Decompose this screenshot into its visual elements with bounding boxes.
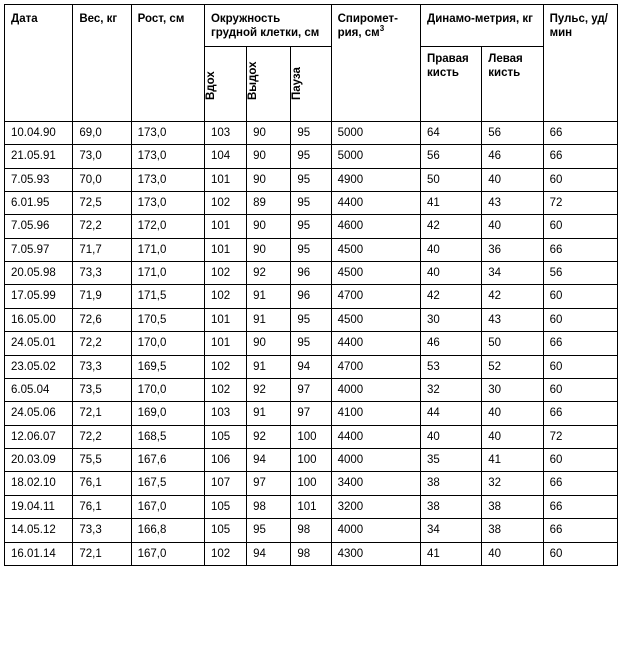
- cell-chest-exhale: 94: [247, 449, 291, 472]
- header-chest-inhale: Вдох: [204, 46, 246, 121]
- table-row: [5, 425, 618, 448]
- cell-weight: 72,1: [73, 402, 131, 425]
- cell-height: 167,6: [131, 449, 204, 472]
- cell-chest-inhale: 103: [204, 402, 246, 425]
- cell-chest-inhale: 107: [204, 472, 246, 495]
- cell-weight: 71,9: [73, 285, 131, 308]
- cell-chest-pause: 97: [291, 402, 331, 425]
- cell-weight: 73,3: [73, 262, 131, 285]
- table-row: [5, 121, 618, 144]
- cell-chest-inhale: 102: [204, 262, 246, 285]
- header-spirometry: [331, 5, 420, 122]
- cell-height: 170,0: [131, 332, 204, 355]
- cell-chest-inhale: 105: [204, 425, 246, 448]
- cell-spirometry: 4600: [331, 215, 420, 238]
- cell-chest-pause: 95: [291, 191, 331, 214]
- cell-height: 171,5: [131, 285, 204, 308]
- cell-dyn-left: 41: [482, 449, 543, 472]
- cell-chest-inhale: 105: [204, 519, 246, 542]
- cell-chest-inhale: 102: [204, 355, 246, 378]
- cell-dyn-right: 32: [421, 378, 482, 401]
- cell-height: 169,5: [131, 355, 204, 378]
- cell-spirometry: 4900: [331, 168, 420, 191]
- cell-dyn-right: 38: [421, 495, 482, 518]
- cell-chest-pause: 97: [291, 378, 331, 401]
- cell-chest-pause: 95: [291, 121, 331, 144]
- cell-height: 166,8: [131, 519, 204, 542]
- cell-pulse: 60: [543, 168, 617, 191]
- cell-weight: 75,5: [73, 449, 131, 472]
- table-row: [5, 472, 618, 495]
- cell-pulse: 66: [543, 402, 617, 425]
- cell-dyn-right: 41: [421, 191, 482, 214]
- cell-pulse: 60: [543, 215, 617, 238]
- cell-pulse: 66: [543, 238, 617, 261]
- cell-dyn-left: 43: [482, 191, 543, 214]
- cell-spirometry: 4500: [331, 308, 420, 331]
- header-chest-exhale: Выдох: [247, 46, 291, 121]
- cell-pulse: 56: [543, 262, 617, 285]
- table-row: [5, 168, 618, 191]
- cell-chest-exhale: 90: [247, 238, 291, 261]
- cell-chest-pause: 95: [291, 168, 331, 191]
- cell-spirometry: 4100: [331, 402, 420, 425]
- cell-dyn-right: 44: [421, 402, 482, 425]
- header-date: Дата: [5, 5, 73, 122]
- cell-dyn-right: 40: [421, 262, 482, 285]
- cell-spirometry: 5000: [331, 121, 420, 144]
- cell-dyn-left: 40: [482, 542, 543, 565]
- cell-chest-pause: 95: [291, 145, 331, 168]
- cell-pulse: 60: [543, 449, 617, 472]
- cell-dyn-right: 40: [421, 425, 482, 448]
- table-row: [5, 378, 618, 401]
- cell-pulse: 72: [543, 425, 617, 448]
- cell-height: 173,0: [131, 121, 204, 144]
- table-row: [5, 262, 618, 285]
- table-row: [5, 402, 618, 425]
- cell-date: 6.01.95: [5, 191, 73, 214]
- cell-weight: 73,0: [73, 145, 131, 168]
- cell-height: 167,0: [131, 495, 204, 518]
- cell-height: 170,0: [131, 378, 204, 401]
- cell-chest-inhale: 102: [204, 285, 246, 308]
- cell-chest-exhale: 95: [247, 519, 291, 542]
- cell-chest-exhale: 91: [247, 355, 291, 378]
- cell-weight: 69,0: [73, 121, 131, 144]
- cell-dyn-left: 50: [482, 332, 543, 355]
- cell-chest-inhale: 103: [204, 121, 246, 144]
- cell-chest-pause: 95: [291, 308, 331, 331]
- cell-date: 24.05.06: [5, 402, 73, 425]
- cell-pulse: 60: [543, 378, 617, 401]
- cell-height: 173,0: [131, 145, 204, 168]
- cell-spirometry: 4500: [331, 262, 420, 285]
- cell-date: 6.05.04: [5, 378, 73, 401]
- cell-spirometry: 3400: [331, 472, 420, 495]
- cell-dyn-right: 38: [421, 472, 482, 495]
- cell-dyn-left: 38: [482, 495, 543, 518]
- cell-spirometry: 4700: [331, 285, 420, 308]
- table-row: [5, 308, 618, 331]
- cell-spirometry: 4000: [331, 449, 420, 472]
- cell-pulse: 66: [543, 472, 617, 495]
- cell-chest-inhale: 104: [204, 145, 246, 168]
- cell-chest-exhale: 90: [247, 145, 291, 168]
- cell-dyn-left: 52: [482, 355, 543, 378]
- table-row: [5, 145, 618, 168]
- cell-date: 16.05.00: [5, 308, 73, 331]
- cell-dyn-right: 40: [421, 238, 482, 261]
- cell-weight: 72,5: [73, 191, 131, 214]
- cell-dyn-left: 42: [482, 285, 543, 308]
- cell-spirometry: 4700: [331, 355, 420, 378]
- cell-spirometry: 4400: [331, 425, 420, 448]
- cell-chest-exhale: 98: [247, 495, 291, 518]
- cell-date: 17.05.99: [5, 285, 73, 308]
- cell-spirometry: 4300: [331, 542, 420, 565]
- cell-dyn-left: 46: [482, 145, 543, 168]
- cell-weight: 72,6: [73, 308, 131, 331]
- cell-dyn-left: 40: [482, 425, 543, 448]
- header-dynamometry-left: Левая кисть: [482, 46, 543, 121]
- cell-chest-exhale: 92: [247, 262, 291, 285]
- table-body: [5, 121, 618, 565]
- cell-dyn-left: 43: [482, 308, 543, 331]
- cell-chest-inhale: 101: [204, 215, 246, 238]
- cell-spirometry: 4400: [331, 191, 420, 214]
- cell-weight: 73,3: [73, 355, 131, 378]
- cell-weight: 72,2: [73, 215, 131, 238]
- cell-date: 14.05.12: [5, 519, 73, 542]
- cell-weight: 72,2: [73, 332, 131, 355]
- cell-date: 18.02.10: [5, 472, 73, 495]
- table-row: [5, 238, 618, 261]
- cell-dyn-right: 42: [421, 285, 482, 308]
- cell-chest-exhale: 97: [247, 472, 291, 495]
- cell-date: 12.06.07: [5, 425, 73, 448]
- table-row: [5, 355, 618, 378]
- cell-dyn-right: 34: [421, 519, 482, 542]
- cell-chest-exhale: 90: [247, 168, 291, 191]
- cell-chest-inhale: 105: [204, 495, 246, 518]
- header-dynamometry-right: Правая кисть: [421, 46, 482, 121]
- cell-dyn-right: 42: [421, 215, 482, 238]
- header-spirometry-superscript: 3: [379, 24, 385, 34]
- cell-date: 21.05.91: [5, 145, 73, 168]
- cell-chest-exhale: 91: [247, 285, 291, 308]
- header-spirometry-label: Спиромет-рия, см: [337, 13, 399, 40]
- cell-chest-inhale: 101: [204, 238, 246, 261]
- cell-dyn-right: 50: [421, 168, 482, 191]
- cell-chest-exhale: 94: [247, 542, 291, 565]
- cell-height: 170,5: [131, 308, 204, 331]
- cell-dyn-right: 30: [421, 308, 482, 331]
- cell-spirometry: 4400: [331, 332, 420, 355]
- cell-chest-pause: 96: [291, 262, 331, 285]
- cell-date: 7.05.93: [5, 168, 73, 191]
- cell-chest-inhale: 106: [204, 449, 246, 472]
- cell-pulse: 66: [543, 495, 617, 518]
- cell-chest-pause: 98: [291, 542, 331, 565]
- cell-chest-exhale: 92: [247, 425, 291, 448]
- cell-weight: 70,0: [73, 168, 131, 191]
- cell-spirometry: 4000: [331, 519, 420, 542]
- cell-dyn-left: 36: [482, 238, 543, 261]
- table-row: [5, 332, 618, 355]
- cell-dyn-left: 30: [482, 378, 543, 401]
- cell-chest-inhale: 101: [204, 308, 246, 331]
- cell-pulse: 66: [543, 121, 617, 144]
- header-weight: Вес, кг: [73, 5, 131, 122]
- header-dynamometry: Динамо-метрия, кг: [421, 5, 544, 47]
- cell-chest-exhale: 90: [247, 215, 291, 238]
- cell-chest-pause: 100: [291, 449, 331, 472]
- cell-chest-pause: 95: [291, 215, 331, 238]
- header-pulse: Пульс, уд/мин: [543, 5, 617, 122]
- cell-weight: 76,1: [73, 472, 131, 495]
- cell-height: 171,0: [131, 262, 204, 285]
- cell-date: 20.03.09: [5, 449, 73, 472]
- cell-dyn-right: 35: [421, 449, 482, 472]
- header-chest-pause: Пауза: [291, 46, 331, 121]
- cell-weight: 76,1: [73, 495, 131, 518]
- cell-pulse: 60: [543, 308, 617, 331]
- cell-date: 23.05.02: [5, 355, 73, 378]
- cell-height: 167,5: [131, 472, 204, 495]
- cell-date: 7.05.97: [5, 238, 73, 261]
- cell-dyn-right: 46: [421, 332, 482, 355]
- table-row: [5, 191, 618, 214]
- header-height: Рост, см: [131, 5, 204, 122]
- cell-chest-inhale: 101: [204, 332, 246, 355]
- cell-chest-pause: 96: [291, 285, 331, 308]
- cell-chest-pause: 98: [291, 519, 331, 542]
- cell-chest-pause: 101: [291, 495, 331, 518]
- document-page: [0, 4, 624, 649]
- cell-height: 168,5: [131, 425, 204, 448]
- cell-dyn-left: 40: [482, 168, 543, 191]
- cell-pulse: 60: [543, 355, 617, 378]
- table-row: [5, 215, 618, 238]
- cell-dyn-left: 32: [482, 472, 543, 495]
- cell-date: 16.01.14: [5, 542, 73, 565]
- cell-height: 173,0: [131, 191, 204, 214]
- cell-dyn-left: 34: [482, 262, 543, 285]
- cell-chest-inhale: 102: [204, 191, 246, 214]
- cell-chest-pause: 95: [291, 332, 331, 355]
- cell-spirometry: 3200: [331, 495, 420, 518]
- cell-chest-exhale: 91: [247, 308, 291, 331]
- cell-chest-inhale: 101: [204, 168, 246, 191]
- cell-weight: 71,7: [73, 238, 131, 261]
- table-row: [5, 519, 618, 542]
- cell-dyn-right: 53: [421, 355, 482, 378]
- cell-weight: 72,1: [73, 542, 131, 565]
- header-chest-circumference: Окружность грудной клетки, см: [204, 5, 331, 47]
- cell-pulse: 60: [543, 542, 617, 565]
- cell-weight: 73,5: [73, 378, 131, 401]
- cell-pulse: 66: [543, 145, 617, 168]
- cell-height: 172,0: [131, 215, 204, 238]
- table-row: [5, 449, 618, 472]
- cell-pulse: 66: [543, 519, 617, 542]
- cell-dyn-left: 38: [482, 519, 543, 542]
- header-row-top: [5, 5, 618, 47]
- cell-dyn-right: 56: [421, 145, 482, 168]
- cell-chest-exhale: 92: [247, 378, 291, 401]
- cell-chest-pause: 100: [291, 425, 331, 448]
- cell-height: 169,0: [131, 402, 204, 425]
- cell-spirometry: 4000: [331, 378, 420, 401]
- cell-date: 19.04.11: [5, 495, 73, 518]
- cell-date: 24.05.01: [5, 332, 73, 355]
- cell-dyn-right: 41: [421, 542, 482, 565]
- cell-chest-inhale: 102: [204, 542, 246, 565]
- cell-chest-inhale: 102: [204, 378, 246, 401]
- cell-pulse: 66: [543, 332, 617, 355]
- cell-pulse: 60: [543, 285, 617, 308]
- cell-spirometry: 4500: [331, 238, 420, 261]
- cell-height: 171,0: [131, 238, 204, 261]
- cell-spirometry: 5000: [331, 145, 420, 168]
- cell-chest-exhale: 90: [247, 121, 291, 144]
- anthropometry-table: [4, 4, 618, 566]
- cell-chest-pause: 94: [291, 355, 331, 378]
- table-row: [5, 285, 618, 308]
- cell-dyn-left: 40: [482, 215, 543, 238]
- cell-chest-pause: 95: [291, 238, 331, 261]
- cell-pulse: 72: [543, 191, 617, 214]
- cell-date: 10.04.90: [5, 121, 73, 144]
- cell-height: 173,0: [131, 168, 204, 191]
- table-row: [5, 542, 618, 565]
- cell-chest-pause: 100: [291, 472, 331, 495]
- cell-weight: 73,3: [73, 519, 131, 542]
- table-row: [5, 495, 618, 518]
- cell-chest-exhale: 90: [247, 332, 291, 355]
- cell-date: 7.05.96: [5, 215, 73, 238]
- cell-chest-exhale: 91: [247, 402, 291, 425]
- cell-dyn-right: 64: [421, 121, 482, 144]
- cell-dyn-left: 56: [482, 121, 543, 144]
- cell-chest-exhale: 89: [247, 191, 291, 214]
- cell-weight: 72,2: [73, 425, 131, 448]
- cell-height: 167,0: [131, 542, 204, 565]
- cell-date: 20.05.98: [5, 262, 73, 285]
- table-head: [5, 5, 618, 122]
- cell-dyn-left: 40: [482, 402, 543, 425]
